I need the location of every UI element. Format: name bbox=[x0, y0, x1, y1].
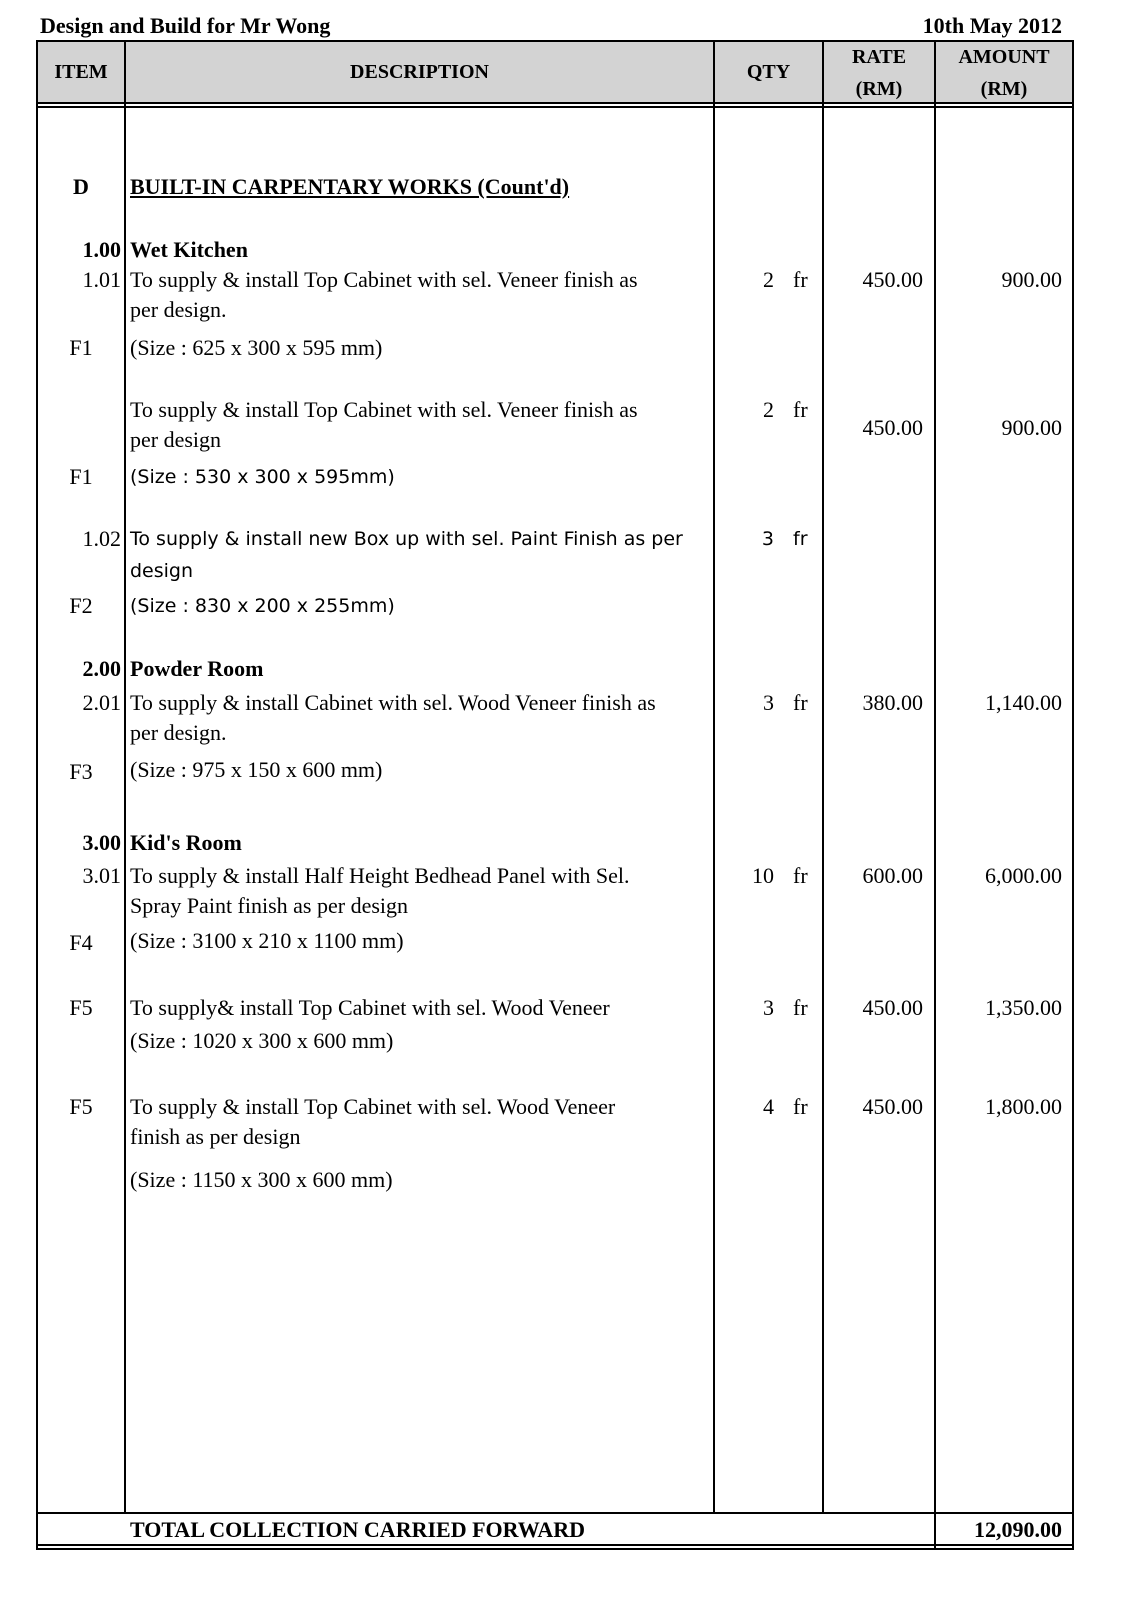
item-description-cont: design bbox=[130, 560, 194, 582]
item-unit: fr bbox=[793, 397, 808, 422]
item-size: (Size : 1020 x 300 x 600 mm) bbox=[130, 1028, 394, 1053]
column-header-amount: AMOUNT bbox=[958, 46, 1050, 68]
document-date: 10th May 2012 bbox=[922, 13, 1062, 38]
item-description: To supply & install Half Height Bedhead Panel with Sel. bbox=[130, 863, 630, 888]
item-description-cont: per design bbox=[130, 427, 222, 452]
item-qty: 3 bbox=[761, 528, 774, 550]
item-number: 1.01 bbox=[82, 267, 121, 292]
item-qty: 2 bbox=[763, 397, 774, 422]
group-title: Powder Room bbox=[130, 656, 264, 681]
group-code: 2.00 bbox=[82, 656, 121, 681]
item-description: To supply & install Top Cabinet with sel. Veneer finish as bbox=[130, 397, 638, 422]
item-description-cont: per design. bbox=[130, 297, 227, 322]
item-number: 2.01 bbox=[82, 690, 121, 715]
item-ref: F1 bbox=[69, 335, 93, 360]
item-size: (Size : 1150 x 300 x 600 mm) bbox=[130, 1167, 393, 1192]
item-description: To supply & install Top Cabinet with sel. Wood Veneer bbox=[130, 1094, 616, 1119]
item-description-cont: finish as per design bbox=[130, 1124, 301, 1149]
item-description: To supply & install Cabinet with sel. Wood Veneer finish as bbox=[130, 690, 656, 715]
group-title: Wet Kitchen bbox=[130, 237, 248, 262]
item-ref: F5 bbox=[69, 995, 93, 1020]
item-amount: 900.00 bbox=[1001, 267, 1062, 292]
item-rate: 450.00 bbox=[862, 995, 923, 1020]
item-amount: 1,350.00 bbox=[985, 995, 1062, 1020]
item-ref: F1 bbox=[69, 464, 93, 489]
item-size: (Size : 975 x 150 x 600 mm) bbox=[130, 757, 383, 782]
item-unit: fr bbox=[793, 267, 808, 292]
item-size: (Size : 625 x 300 x 595 mm) bbox=[130, 335, 383, 360]
item-description: To supply & install Top Cabinet with sel. Veneer finish as bbox=[130, 267, 638, 292]
total-amount: 12,090.00 bbox=[974, 1517, 1062, 1542]
item-size: (Size : 530 x 300 x 595mm) bbox=[130, 466, 395, 488]
item-unit: fr bbox=[793, 690, 808, 715]
item-rate: 380.00 bbox=[862, 690, 923, 715]
item-rate: 450.00 bbox=[862, 267, 923, 292]
column-header-amount-unit: (RM) bbox=[980, 78, 1028, 100]
group-code: 1.00 bbox=[82, 237, 121, 262]
item-qty: 10 bbox=[752, 863, 774, 888]
item-description: To supply& install Top Cabinet with sel. Wood Veneer bbox=[130, 995, 610, 1020]
item-qty: 3 bbox=[763, 690, 774, 715]
item-unit: fr bbox=[793, 528, 808, 550]
column-header-item: ITEM bbox=[54, 61, 108, 83]
item-unit: fr bbox=[793, 863, 808, 888]
item-qty: 4 bbox=[763, 1094, 774, 1119]
item-amount: 1,800.00 bbox=[985, 1094, 1062, 1119]
item-amount: 900.00 bbox=[1001, 415, 1062, 440]
item-amount: 6,000.00 bbox=[985, 863, 1062, 888]
item-number: 3.01 bbox=[82, 863, 121, 888]
column-header-qty: QTY bbox=[746, 61, 791, 83]
section-code: D bbox=[73, 174, 89, 199]
item-amount: 1,140.00 bbox=[985, 690, 1062, 715]
item-number: 1.02 bbox=[82, 526, 121, 551]
group-code: 3.00 bbox=[82, 830, 121, 855]
item-rate: 450.00 bbox=[862, 415, 923, 440]
section-title: BUILT-IN CARPENTARY WORKS (Count'd) bbox=[130, 174, 570, 199]
group-title: Kid's Room bbox=[130, 830, 242, 855]
item-description: To supply & install new Box up with sel. Paint Finish as per bbox=[130, 528, 683, 550]
document-title: Design and Build for Mr Wong bbox=[40, 13, 331, 38]
item-size: (Size : 830 x 200 x 255mm) bbox=[130, 595, 395, 617]
item-description-cont: per design. bbox=[130, 720, 227, 745]
item-ref: F4 bbox=[69, 930, 93, 955]
column-header-rate-unit: (RM) bbox=[855, 78, 903, 100]
total-label: TOTAL COLLECTION CARRIED FORWARD bbox=[130, 1517, 585, 1542]
item-rate: 600.00 bbox=[862, 863, 923, 888]
item-unit: fr bbox=[793, 1094, 808, 1119]
item-description-cont: Spray Paint finish as per design bbox=[130, 893, 409, 918]
item-qty: 3 bbox=[763, 995, 774, 1020]
item-rate: 450.00 bbox=[862, 1094, 923, 1119]
column-header-description: DESCRIPTION bbox=[350, 61, 489, 83]
item-qty: 2 bbox=[763, 267, 774, 292]
item-ref: F5 bbox=[69, 1094, 93, 1119]
item-size: (Size : 3100 x 210 x 1100 mm) bbox=[130, 928, 404, 953]
column-header-rate: RATE bbox=[851, 46, 907, 68]
item-ref: F2 bbox=[69, 593, 93, 618]
item-ref: F3 bbox=[69, 759, 93, 784]
item-unit: fr bbox=[793, 995, 808, 1020]
